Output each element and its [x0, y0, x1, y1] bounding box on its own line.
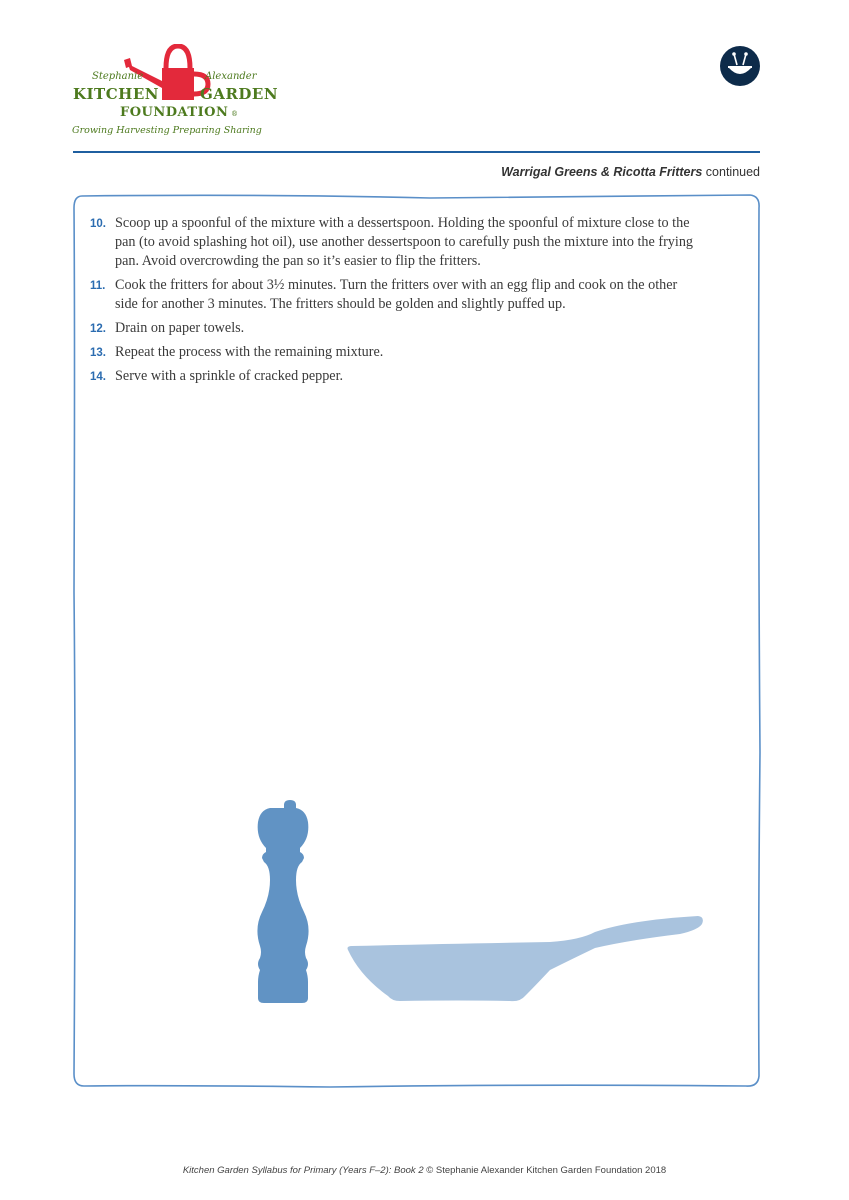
- running-head-suffix: continued: [702, 165, 760, 179]
- kitchen-illustration: [250, 800, 710, 1010]
- list-item: [90, 343, 700, 362]
- recipe-title: Warrigal Greens & Ricotta Fritters: [501, 165, 703, 179]
- footer-copyright: © Stephanie Alexander Kitchen Garden Foundation 2018: [423, 1165, 667, 1176]
- method-steps: [90, 214, 700, 391]
- list-item: [90, 319, 700, 338]
- step-number: 12.: [90, 323, 106, 335]
- step-number: 13.: [90, 347, 106, 359]
- foundation-logo: [70, 44, 285, 144]
- list-item: [90, 214, 700, 271]
- list-item: [90, 367, 700, 386]
- step-text: Scoop up a spoonful of the mixture with a dessertspoon. Holding the spoonful of mixture close to the pan (to avoid splashing hot oil), use another dessertspoon to carefully push the mixture into the frying pan. Avoid overcrowding the pan so it’s easier to flip the fritters.: [115, 215, 694, 269]
- bowl-utensils-icon: [720, 46, 760, 86]
- step-number: 14.: [90, 371, 106, 383]
- logo-registered-mark: ®: [231, 110, 238, 118]
- running-head: [501, 165, 760, 179]
- logo-alexander: Alexander: [205, 71, 257, 82]
- logo-stephanie: Stephanie: [92, 71, 144, 82]
- page-footer: [0, 1165, 849, 1176]
- step-text: Serve with a sprinkle of cracked pepper.: [115, 368, 344, 384]
- logo-tagline: Growing Harvesting Preparing Sharing: [72, 125, 262, 136]
- pepper-grinder-icon: [257, 800, 308, 1003]
- list-item: [90, 276, 700, 314]
- step-number: 10.: [90, 218, 106, 230]
- step-text: Repeat the process with the remaining mixture.: [115, 344, 384, 360]
- step-number: 11.: [90, 280, 106, 292]
- logo-foundation: FOUNDATION: [120, 105, 229, 120]
- logo-garden: GARDEN: [200, 85, 279, 103]
- header-rule: [73, 151, 760, 153]
- frying-pan-icon: [348, 916, 703, 1001]
- step-text: Cook the fritters for about 3½ minutes. Turn the fritters over with an egg flip and cook on the other side for another 3 minutes. The fritters should be golden and slightly puffed up.: [115, 277, 678, 312]
- logo-kitchen: KITCHEN: [73, 85, 159, 103]
- footer-book-title: Kitchen Garden Syllabus for Primary (Years F–2): Book 2: [182, 1165, 424, 1176]
- step-text: Drain on paper towels.: [115, 320, 245, 336]
